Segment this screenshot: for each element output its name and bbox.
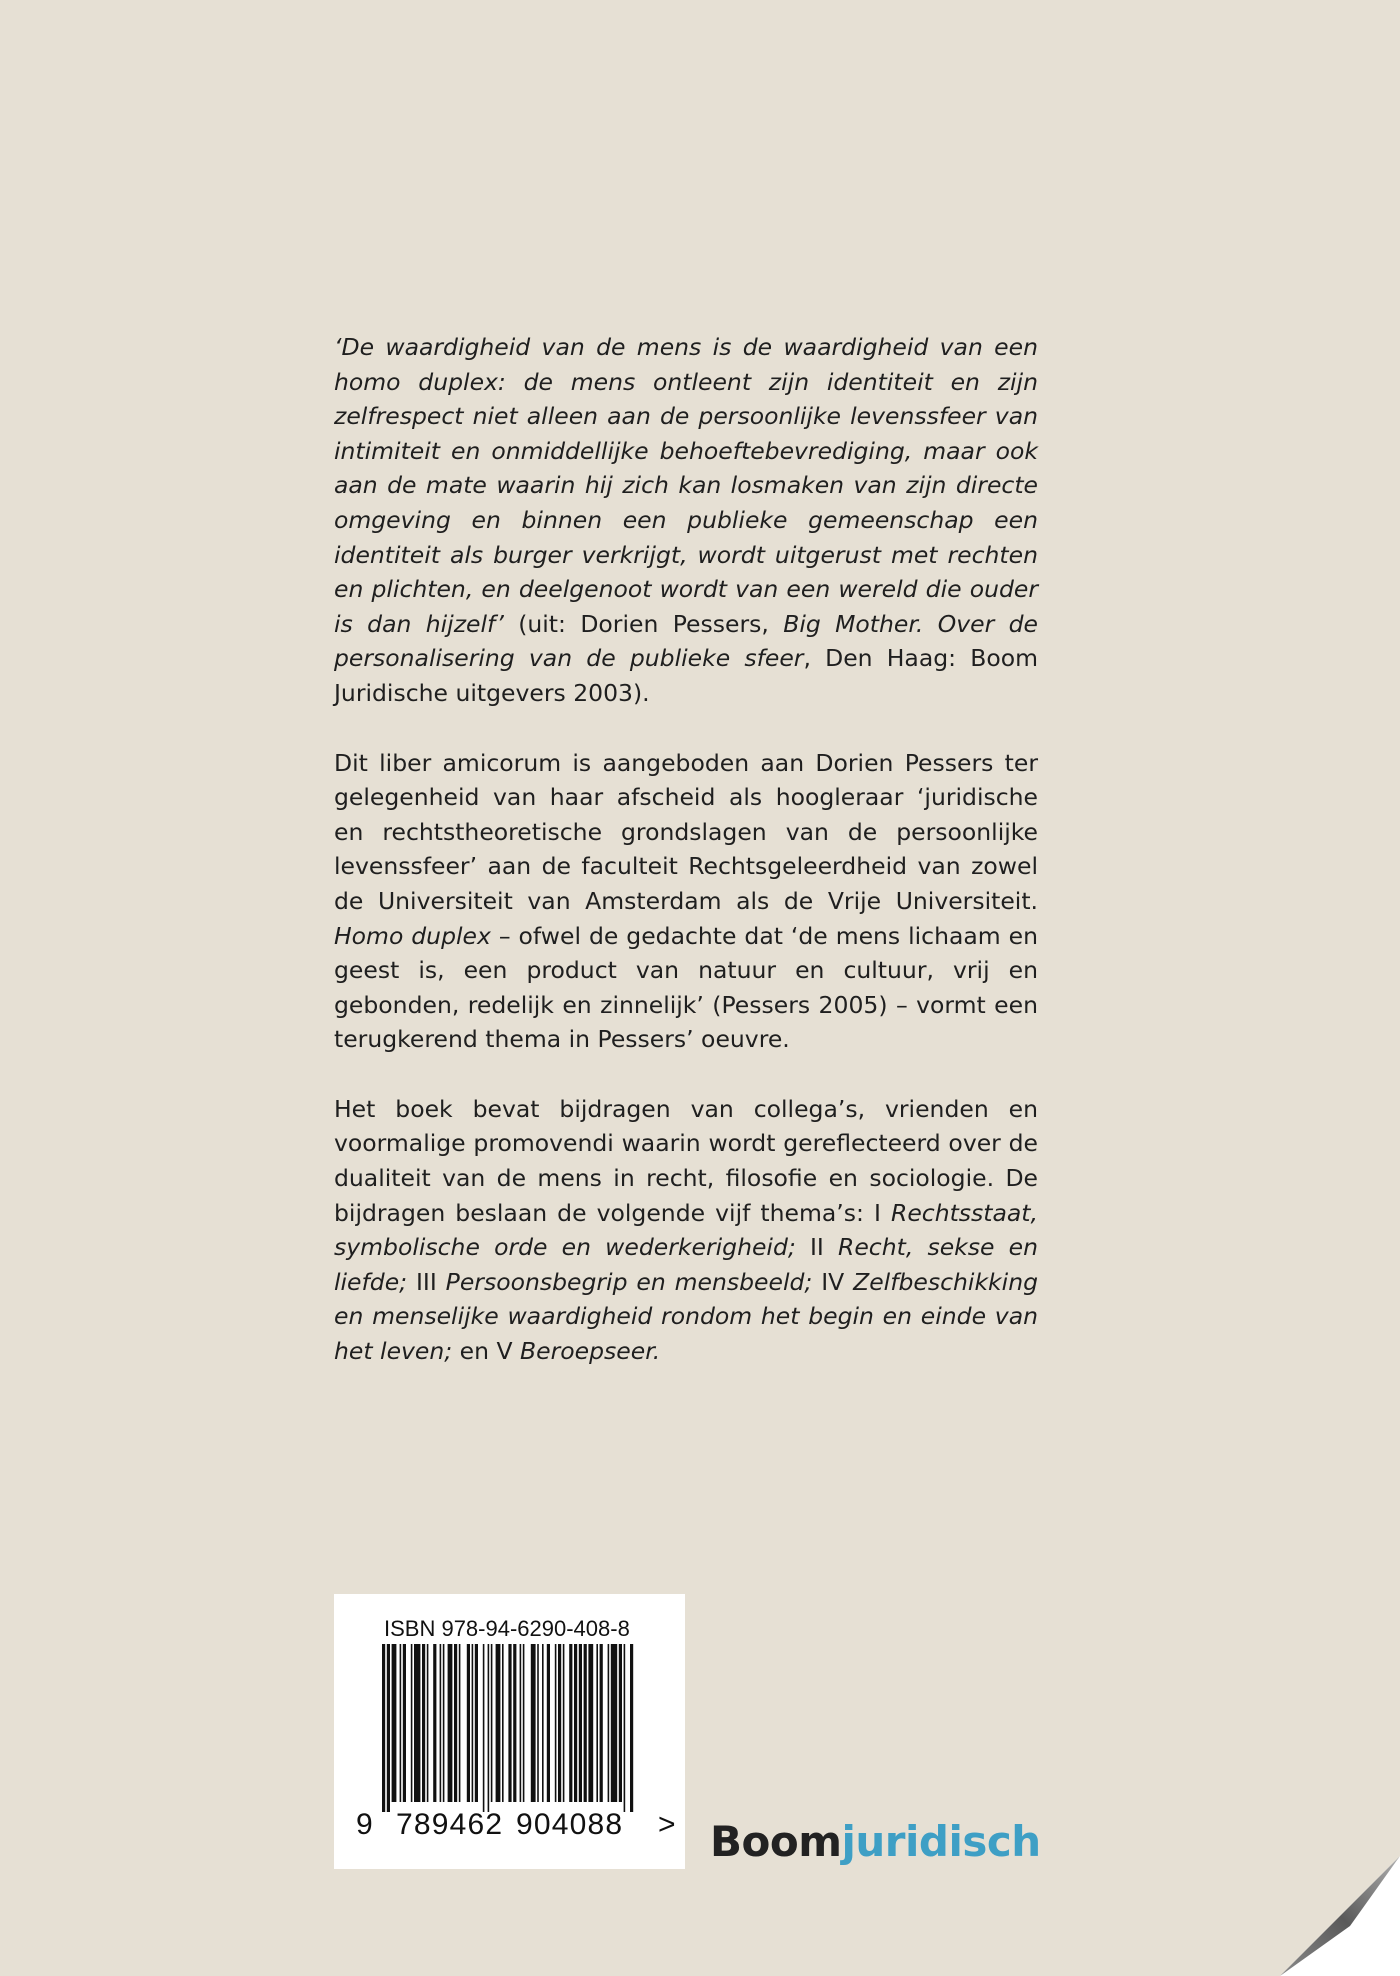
- description-paragraph: Dit liber amicorum is aangeboden aan Dorien Pessers ter gelegenheid van haar afscheid als hoogleraar ‘juridische en rechtstheoretische grondslagen van de persoonlijke levenssfeer’ aan de faculteit Rechtsgeleerdheid van zowel de Universiteit van Amsterdam als de Vrije Universiteit. Homo duplex – ofwel de gedachte dat ‘de mens lichaam en geest is, een product van natuur en cultuur, vrij en gebonden, redelijk en zinnelijk’ (Pessers 2005) – vormt een terugkerend thema in Pessers’ oeuvre.: [334, 748, 1038, 1054]
- barcode-bar: [579, 1644, 582, 1802]
- barcode-quiet-zone-arrow: >: [658, 1808, 676, 1841]
- barcode-digits-left: 789462: [396, 1808, 504, 1841]
- publisher-logo-boom: Boom: [710, 1817, 842, 1866]
- barcode-bar: [537, 1644, 539, 1802]
- publisher-logo: [710, 1817, 1041, 1866]
- barcode-bar: [574, 1644, 577, 1802]
- barcode-bars: [382, 1644, 642, 1814]
- barcode-bar: [547, 1644, 550, 1802]
- publisher-logo-juridisch: juridisch: [841, 1817, 1041, 1866]
- barcode-label: [334, 1594, 685, 1869]
- barcode-bar: [448, 1644, 453, 1802]
- barcode-bar: [454, 1644, 457, 1802]
- barcode-bar: [520, 1644, 522, 1802]
- barcode-bar: [400, 1644, 402, 1802]
- barcode-bar: [387, 1644, 390, 1812]
- barcode-bar: [558, 1644, 561, 1802]
- barcode-bar: [624, 1644, 626, 1812]
- barcode-bar: [475, 1644, 478, 1802]
- barcode-bar: [472, 1644, 474, 1802]
- barcode-bar: [414, 1644, 420, 1802]
- page-curl-icon: [1280, 1856, 1400, 1976]
- barcode-bar: [569, 1644, 572, 1802]
- barcode-bar: [496, 1644, 501, 1802]
- barcode-bar: [440, 1644, 442, 1802]
- barcode-bar: [600, 1644, 603, 1802]
- barcode-bar: [588, 1644, 593, 1802]
- back-cover-text: [334, 330, 1038, 1404]
- isbn-number: ISBN 978-94-6290-408-8: [384, 1616, 630, 1641]
- barcode-bar: [392, 1644, 397, 1802]
- barcode-bar: [403, 1644, 406, 1802]
- barcode-bar: [542, 1644, 544, 1802]
- contents-paragraph: Het boek bevat bijdragen van collega’s, vrienden en voormalige promovendi waarin wordt gereflecteerd over de dualiteit van de mens in recht, filosofie en sociologie. De bijdragen beslaan de volgende vijf thema’s: I Rechtsstaat, symbolische orde en wederkerigheid; II Recht, sekse en liefde; III Persoonsbegrip en mensbeeld; IV Zelfbeschikking en menselijke waardigheid rondom het begin en einde van het leven; en V Beroepseer.: [334, 1094, 1039, 1366]
- barcode-bar: [596, 1644, 598, 1802]
- barcode-bar: [422, 1644, 425, 1802]
- barcode-bar: [491, 1644, 493, 1802]
- barcode-bar: [488, 1644, 490, 1812]
- barcode-digit-first: 9: [356, 1808, 373, 1841]
- barcode-bar: [459, 1644, 461, 1802]
- barcode-bar: [433, 1644, 436, 1802]
- barcode-bar: [611, 1644, 617, 1802]
- barcode-bar: [630, 1644, 633, 1812]
- barcode-bar: [502, 1644, 504, 1802]
- barcode-bar: [555, 1644, 557, 1802]
- barcode-bar: [531, 1644, 536, 1802]
- barcode-bar: [427, 1644, 429, 1802]
- barcode-bar: [563, 1644, 565, 1802]
- barcode-bar: [513, 1644, 516, 1802]
- barcode-bar: [508, 1644, 511, 1802]
- barcode-bar: [584, 1644, 587, 1802]
- barcode-bar: [467, 1644, 470, 1802]
- barcode-bar: [608, 1644, 610, 1802]
- quote-paragraph: ‘De waardigheid van de mens is de waardigheid van een homo duplex: de mens ontleent zijn identiteit en zijn zelfrespect niet alleen aan de persoonlijke levenssfeer van intimiteit en onmiddellijke behoeftebevrediging, maar ook aan de mate waarin hij zich kan losmaken van zijn directe omgeving en binnen een publieke gemeenschap een identiteit als burger verkrijgt, wordt uitgerust met rechten en plichten, en deelgenoot wordt van een wereld die ouder is dan hijzelf’ (uit: Dorien Pessers, Big Mother. Over de personalisering van de publieke sfeer, Den Haag: Boom Juridische uitgevers 2003).: [334, 333, 1039, 707]
- barcode-bar: [411, 1644, 413, 1802]
- barcode-bar: [443, 1644, 445, 1802]
- barcode-bar: [523, 1644, 525, 1802]
- barcode-bar: [382, 1644, 385, 1812]
- barcode-digits-right: 904088: [516, 1808, 624, 1841]
- barcode-bar: [619, 1644, 622, 1802]
- barcode-bar: [483, 1644, 485, 1812]
